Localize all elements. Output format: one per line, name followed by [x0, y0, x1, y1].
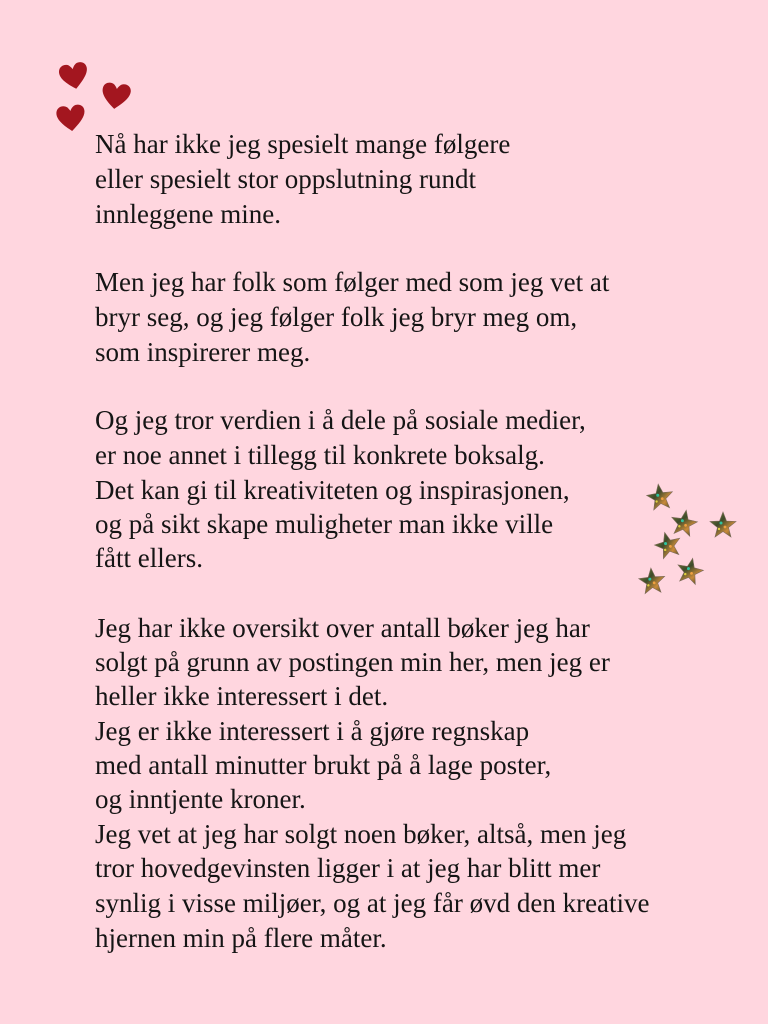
text-line: fått ellers.: [95, 543, 203, 573]
text-line: og inntjente kroner.: [95, 784, 306, 814]
text-line: eller spesielt stor oppslutning rundt: [95, 164, 476, 194]
text-line: og på sikt skape muligheter man ikke ville: [95, 509, 554, 539]
text-line: heller ikke interessert i det.: [95, 681, 389, 711]
text-line: Jeg vet at jeg har solgt noen bøker, altså, men jeg: [95, 819, 627, 849]
text-line: med antall minutter brukt på å lage poster,: [95, 750, 552, 780]
glitter-star-icon: [644, 481, 676, 513]
text-line: innleggene mine.: [95, 199, 281, 229]
heart-icon: [54, 102, 88, 135]
text-line: Jeg har ikke oversikt over antall bøker jeg har: [95, 613, 590, 643]
text-line: som inspirerer meg.: [95, 337, 311, 367]
text-line: tror hovedgevinsten ligger i at jeg har blitt mer: [95, 853, 601, 883]
glitter-star-icon: [637, 566, 667, 596]
text-line: Nå har ikke jeg spesielt mange følgere: [95, 129, 511, 159]
glitter-star-icon: [709, 511, 737, 539]
text-line: Det kan gi til kreativiteten og inspirasjonen,: [95, 475, 570, 505]
text-line: bryr seg, og jeg følger folk jeg bryr meg om,: [95, 302, 578, 332]
text-line: er noe annet i tillegg til konkrete boksalg.: [95, 440, 545, 470]
text-line: Men jeg har folk som følger med som jeg vet at: [95, 267, 610, 297]
heart-icon: [56, 58, 93, 93]
glitter-star-icon: [673, 554, 706, 587]
text-line: synlig i visse miljøer, og at jeg får øvd den kreative: [95, 888, 650, 918]
heart-icon: [98, 79, 134, 113]
text-line: solgt på grunn av postingen min her, men jeg er: [95, 647, 610, 677]
text-line: hjernen min på flere måter.: [95, 923, 387, 953]
text-line: Jeg er ikke interessert i å gjøre regnskap: [95, 716, 530, 746]
text-line: Og jeg tror verdien i å dele på sosiale medier,: [95, 405, 586, 435]
